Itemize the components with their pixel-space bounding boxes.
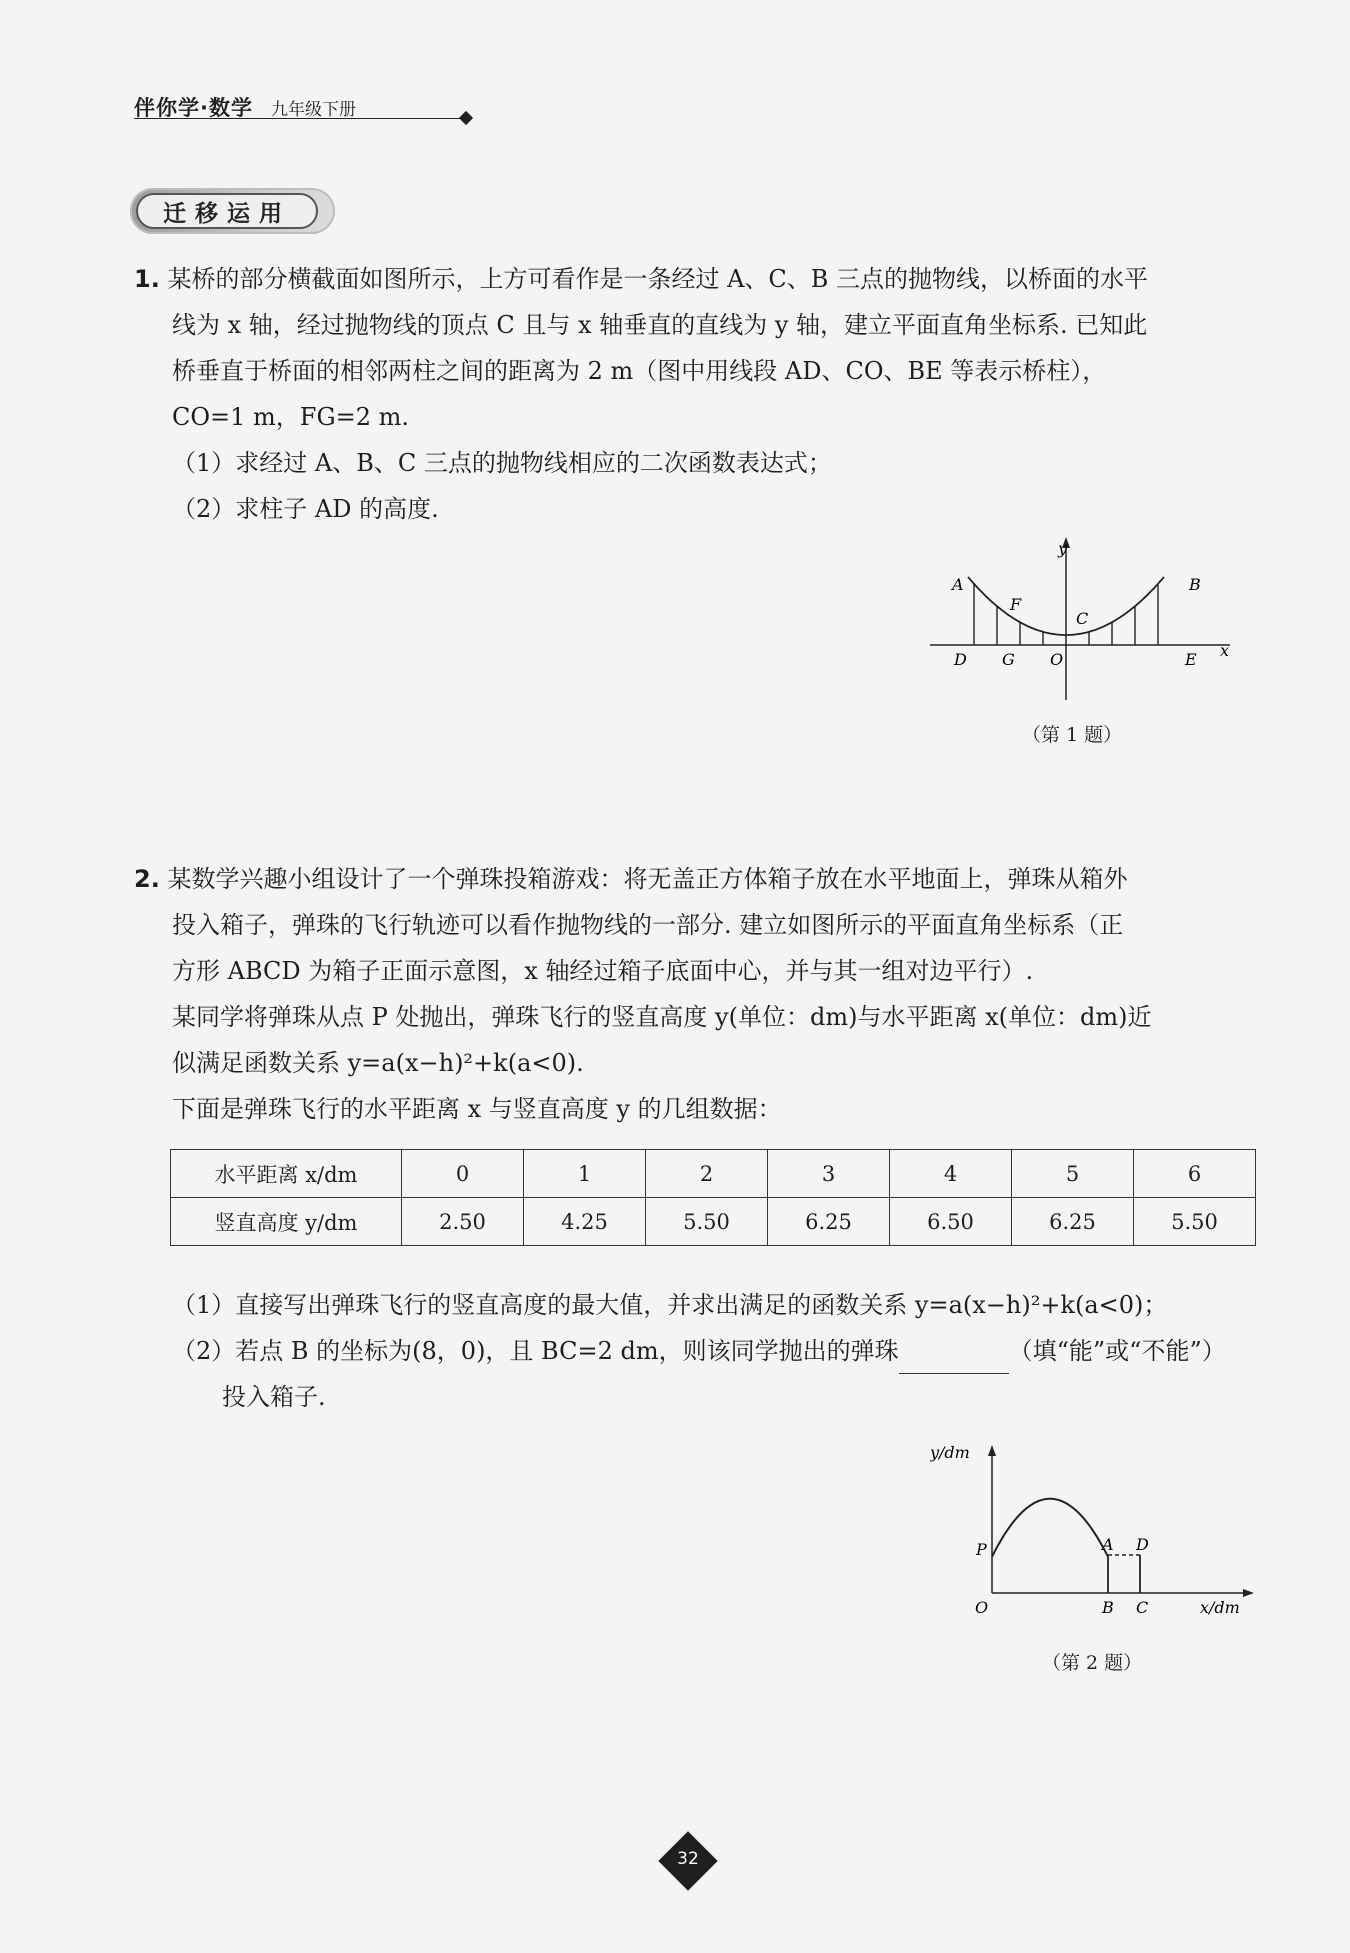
- section-title: 迁移运用: [136, 193, 318, 229]
- section-banner: [130, 188, 335, 234]
- label-O: O: [975, 1598, 989, 1617]
- label-A: A: [1102, 1535, 1114, 1554]
- table-cell: 2: [646, 1150, 768, 1198]
- table-cell: 4.25: [524, 1198, 646, 1246]
- label-P: P: [976, 1540, 987, 1559]
- table-cell: 1: [524, 1150, 646, 1198]
- problem-1-question-2: （2）求柱子 AD 的高度.: [172, 495, 439, 523]
- problem-2-question-1: （1）直接写出弹珠飞行的竖直高度的最大值，并求出满足的函数关系 y=a(x−h)²+k(a<0)；: [172, 1291, 1168, 1319]
- problem-1-line-2: 线为 x 轴，经过抛物线的顶点 C 且与 x 轴垂直的直线为 y 轴，建立平面直角坐标系. 已知此: [172, 311, 1148, 339]
- x-axis-arrow-icon: [1243, 1589, 1254, 1597]
- label-F: F: [1010, 595, 1022, 614]
- table-row-header-y: 竖直高度 y/dm: [171, 1198, 402, 1246]
- problem-1-line-4: CO=1 m，FG=2 m.: [172, 403, 410, 431]
- label-A: A: [952, 575, 964, 594]
- bridge-parabola-figure: [920, 535, 1240, 705]
- table-row: [171, 1198, 1256, 1246]
- projectile-data-table: [170, 1149, 1256, 1246]
- table-cell: 5.50: [1134, 1198, 1256, 1246]
- problem-2-question-2-end: （填“能”或“不能”）: [1008, 1337, 1226, 1365]
- problem-1-line-1: 某桥的部分横截面如图所示，上方可看作是一条经过 A、C、B 三点的抛物线，以桥面的水平: [167, 265, 1149, 293]
- label-B: B: [1102, 1598, 1114, 1617]
- label-D: D: [1136, 1535, 1149, 1554]
- label-x: x: [1220, 641, 1230, 660]
- table-row-header-x: 水平距离 x/dm: [171, 1150, 402, 1198]
- table-cell: 6.50: [890, 1198, 1012, 1246]
- problem-2-line-2: 投入箱子，弹珠的飞行轨迹可以看作抛物线的一部分. 建立如图所示的平面直角坐标系（正: [172, 911, 1124, 939]
- figure-2-caption: （第 2 题）: [1042, 1652, 1143, 1674]
- problem-1-line-3: 桥垂直于桥面的相邻两柱之间的距离为 2 m（图中用线段 AD、CO、BE 等表示桥柱），: [172, 357, 1107, 385]
- table-cell: 2.50: [402, 1198, 524, 1246]
- label-C: C: [1076, 609, 1089, 628]
- page-number: 32: [677, 1849, 699, 1869]
- label-y: y: [1058, 539, 1068, 558]
- header-rule: [134, 118, 464, 119]
- trajectory-curve: [992, 1499, 1108, 1557]
- problem-2-line-6: 下面是弹珠飞行的水平距离 x 与竖直高度 y 的几组数据：: [172, 1095, 782, 1123]
- figure-1-caption: （第 1 题）: [1022, 724, 1123, 746]
- problem-1-question-1: （1）求经过 A、B、C 三点的抛物线相应的二次函数表达式；: [172, 449, 832, 477]
- book-series-title: 伴你学·数学: [134, 96, 253, 120]
- table-cell: 6.25: [1012, 1198, 1134, 1246]
- problem-2-question-2-start: （2）若点 B 的坐标为(8，0)，且 BC=2 dm，则该同学抛出的弹珠: [172, 1337, 899, 1365]
- table-cell: 4: [890, 1150, 1012, 1198]
- answer-blank[interactable]: [899, 1343, 1009, 1374]
- problem-1: [134, 256, 1259, 532]
- problem-2-question-2-line-2: 投入箱子.: [222, 1383, 326, 1411]
- table-cell: 6.25: [768, 1198, 890, 1246]
- table-row: [171, 1150, 1256, 1198]
- problem-2-line-3: 方形 ABCD 为箱子正面示意图，x 轴经过箱子底面中心，并与其一组对边平行）.: [172, 957, 1034, 985]
- label-D: D: [954, 650, 967, 669]
- problem-2-line-1: 某数学兴趣小组设计了一个弹珠投箱游戏：将无盖正方体箱子放在水平地面上，弹珠从箱外: [167, 865, 1128, 893]
- label-G: G: [1002, 650, 1015, 669]
- problem-2-line-4: 某同学将弹珠从点 P 处抛出，弹珠飞行的竖直高度 y(单位：dm)与水平距离 x(单位：dm)近: [172, 1003, 1152, 1031]
- label-E: E: [1185, 650, 1197, 669]
- table-cell: 3: [768, 1150, 890, 1198]
- problem-2-number: 2.: [134, 865, 160, 893]
- problem-1-number: 1.: [134, 265, 160, 293]
- label-y-dm: y/dm: [930, 1443, 970, 1462]
- table-cell: 0: [402, 1150, 524, 1198]
- label-O: O: [1050, 650, 1064, 669]
- table-cell: 5.50: [646, 1198, 768, 1246]
- label-x-dm: x/dm: [1200, 1598, 1240, 1617]
- problem-2-line-5: 似满足函数关系 y=a(x−h)²+k(a<0).: [172, 1049, 584, 1077]
- table-cell: 6: [1134, 1150, 1256, 1198]
- label-B: B: [1189, 575, 1201, 594]
- book-grade: 九年级下册: [270, 100, 356, 120]
- projectile-box-figure: [930, 1440, 1260, 1620]
- y-axis-arrow-icon: [988, 1445, 996, 1456]
- problem-2: [134, 856, 1259, 1132]
- table-cell: 5: [1012, 1150, 1134, 1198]
- problem-2-questions: [134, 1282, 1259, 1420]
- header-diamond-icon: [459, 111, 473, 125]
- label-C: C: [1136, 1598, 1149, 1617]
